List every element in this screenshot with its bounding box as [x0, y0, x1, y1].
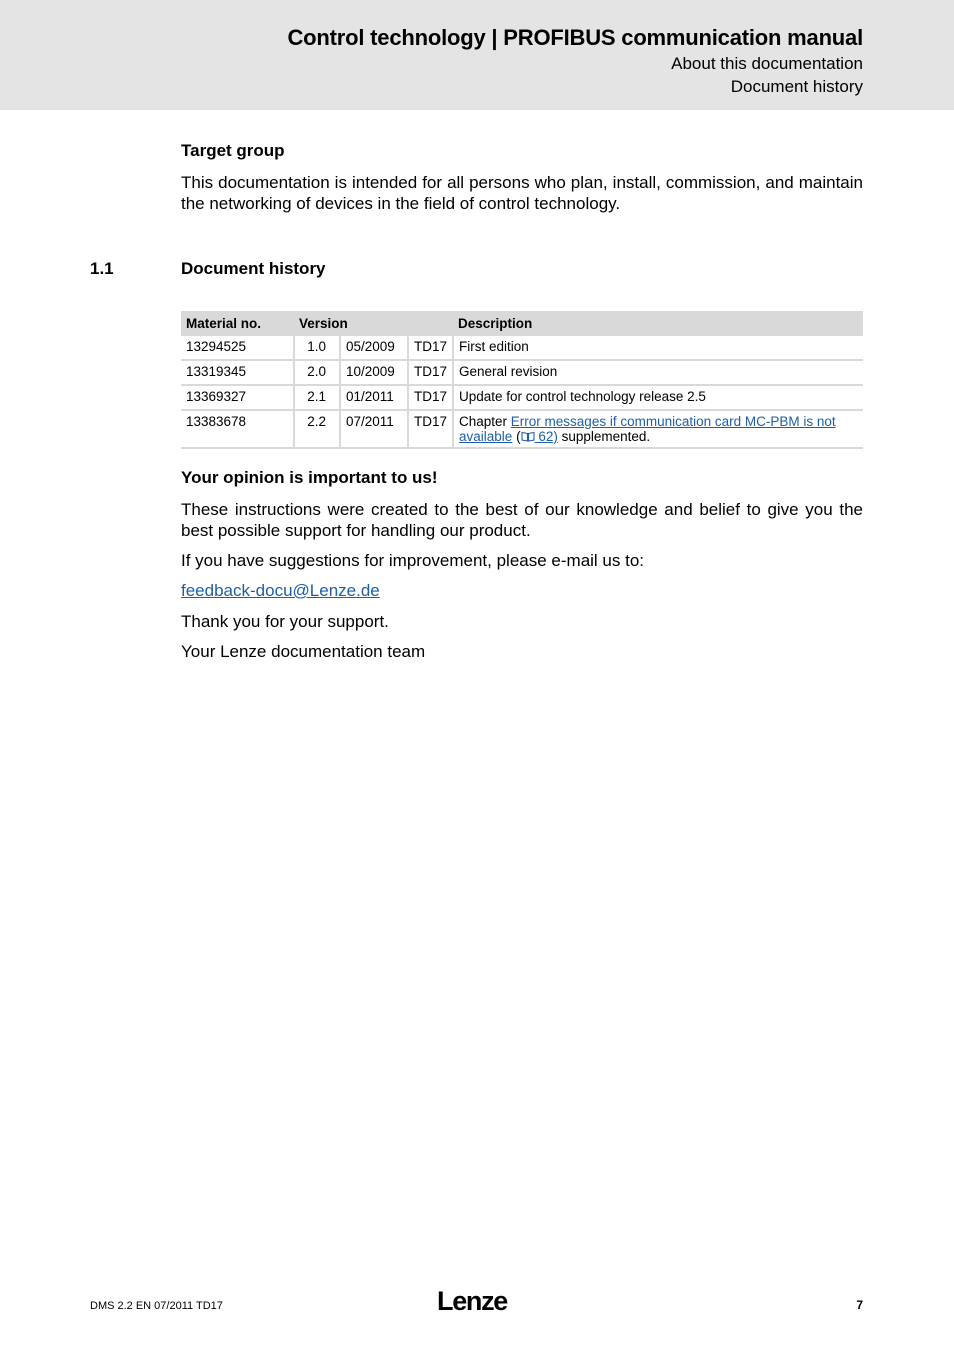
opinion-paragraph-3: Thank you for your support. — [181, 612, 389, 631]
td-cell: TD17 — [408, 385, 453, 410]
material-cell: 13369327 — [181, 385, 294, 410]
opinion-heading: Your opinion is important to us! — [181, 468, 438, 487]
page-number-footer: 7 — [856, 1298, 863, 1312]
opinion-signature: Your Lenze documentation team — [181, 642, 426, 661]
page-header — [0, 0, 954, 110]
version-cell: 2.2 — [294, 410, 340, 448]
target-group-text: This documentation is intended for all persons who plan, install, commission, and maintain the networking of devices in the field of control technology. — [181, 173, 863, 213]
target-group-heading: Target group — [181, 141, 285, 160]
desc-prefix: Chapter — [459, 414, 511, 429]
td-cell: TD17 — [408, 360, 453, 385]
date-cell: 10/2009 — [340, 360, 408, 385]
version-cell: 2.1 — [294, 385, 340, 410]
description-cell — [453, 410, 863, 448]
col-version: Version — [294, 311, 453, 336]
table-row — [181, 410, 863, 448]
description-cell: General revision — [453, 360, 863, 385]
version-cell: 1.0 — [294, 336, 340, 360]
lenze-logo: Lenze — [437, 1286, 508, 1316]
desc-paren-open: ( — [512, 429, 521, 444]
book-icon — [521, 431, 535, 442]
page-reference-link[interactable] — [521, 429, 558, 444]
section-title-header: Document history — [730, 77, 863, 96]
table-row — [181, 385, 863, 410]
table-row — [181, 360, 863, 385]
chapter-title: About this documentation — [671, 54, 863, 73]
description-cell: Update for control technology release 2.5 — [453, 385, 863, 410]
table-row — [181, 336, 863, 360]
section-number: 1.1 — [90, 259, 114, 278]
date-cell: 01/2011 — [340, 385, 408, 410]
date-cell: 05/2009 — [340, 336, 408, 360]
opinion-paragraph-1: These instructions were created to the best of our knowledge and belief to give you the best possible support for handling our product. — [181, 500, 863, 540]
feedback-email-link[interactable]: feedback-docu@Lenze.de — [181, 581, 380, 600]
description-cell: First edition — [453, 336, 863, 360]
material-cell: 13294525 — [181, 336, 294, 360]
email-line — [181, 580, 863, 601]
td-cell: TD17 — [408, 336, 453, 360]
page-number: 62) — [534, 429, 558, 444]
date-cell: 07/2011 — [340, 410, 408, 448]
col-description: Description — [453, 311, 863, 336]
chapter-link[interactable]: Error messages if communication card MC-PBM is not available — [459, 414, 836, 444]
col-material-no: Material no. — [181, 311, 294, 336]
desc-suffix: supplemented. — [557, 429, 651, 444]
opinion-paragraph-2: If you have suggestions for improvement, please e-mail us to: — [181, 551, 645, 570]
material-cell: 13383678 — [181, 410, 294, 448]
material-cell: 13319345 — [181, 360, 294, 385]
table-header-row — [181, 311, 863, 336]
manual-title: Control technology | PROFIBUS communication manual — [287, 25, 863, 50]
document-id: DMS 2.2 EN 07/2011 TD17 — [90, 1300, 223, 1312]
document-history-table — [181, 311, 863, 449]
version-cell: 2.0 — [294, 360, 340, 385]
section-heading: Document history — [181, 259, 326, 278]
td-cell: TD17 — [408, 410, 453, 448]
